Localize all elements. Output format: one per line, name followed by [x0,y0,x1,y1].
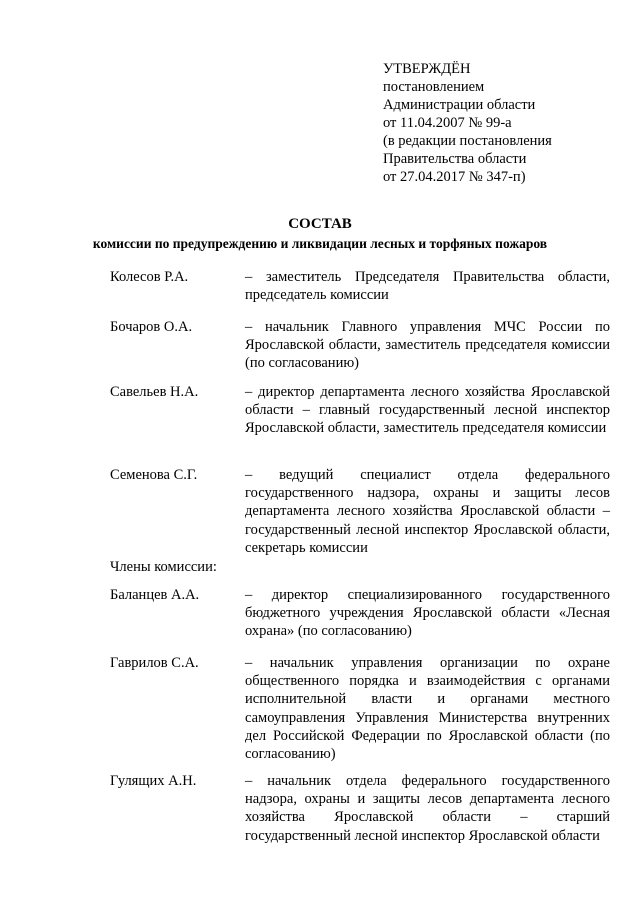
member-role: – начальник отдела федерального государственного надзора, охраны и защиты лесов департамента лесного хозяйства Ярославской области – старший государственный лесной инспектор Ярославской области [245,773,610,844]
document-title: СОСТАВ [288,216,352,232]
member-name: Гулящих А.Н. [110,773,197,789]
member-name: Семенова С.Г. [110,467,198,483]
approval-line: Администрации области [383,97,536,113]
approval-line: от 11.04.2007 № 99-а [383,115,512,131]
approval-line: постановлением [383,79,485,95]
member-name: Бочаров О.А. [110,319,193,335]
approval-line: от 27.04.2017 № 347-п) [383,169,526,185]
member-role: – ведущий специалист отдела федерального государственного надзора, охраны и защиты лесов департамента лесного хозяйства Ярославской области – государственный лесной инспектор Ярославской области, секретарь комиссии [245,467,610,556]
approval-line: УТВЕРЖДЁН [383,61,471,77]
member-role: – директор специализированного государственного бюджетного учреждения Ярославской области «Лесная охрана» (по согласованию) [245,587,610,640]
approval-stamp [383,60,623,186]
document-subtitle: комиссии по предупреждению и ликвидации лесных и торфяных пожаров [92,236,548,251]
member-role: – начальник управления организации по охране общественного порядка и взаимодействия с органами исполнительной власти и органами местного самоуправления Управления Министерства внутренних дел Российской Федерации по Ярославской области (по согласованию) [245,655,610,763]
member-role: – начальник Главного управления МЧС России по Ярославской области, заместитель председателя комиссии (по согласованию) [245,319,610,372]
member-name: Савельев Н.А. [110,384,199,400]
member-name: Баланцев А.А. [110,587,200,603]
member-role: – заместитель Председателя Правительства области, председатель комиссии [245,269,610,304]
member-name: Гаврилов С.А. [110,655,199,671]
approval-line: (в редакции постановления [383,133,552,149]
member-role: – директор департамента лесного хозяйства Ярославской области – главный государственный лесной инспектор Ярославской области, заместитель председателя комиссии [245,384,610,437]
members-section-label: Члены комиссии: [110,559,217,575]
member-name: Колесов Р.А. [110,269,189,285]
approval-line: Правительства области [383,151,527,167]
